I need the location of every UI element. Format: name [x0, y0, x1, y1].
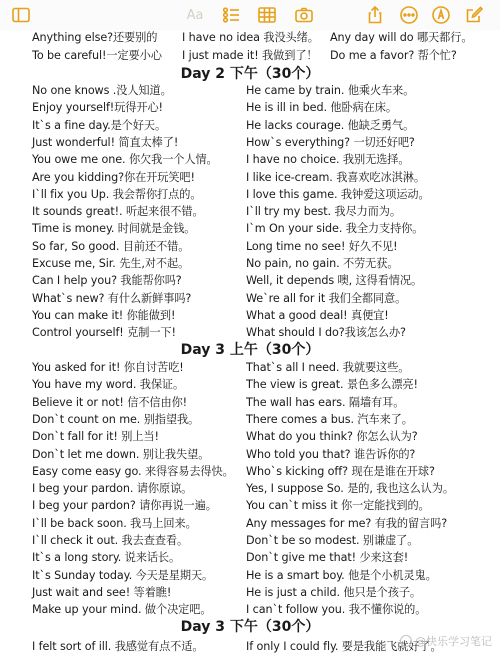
phrase-line: I`m On your side. 我全力支持你。: [246, 222, 424, 236]
phrase-line: It`s Sunday today. 今天是星期天。: [32, 568, 214, 582]
phrase-line: Excuse me, Sir. 先生,对不起。: [32, 257, 190, 270]
watermark: [400, 633, 492, 649]
checklist-icon[interactable]: [220, 5, 242, 25]
phrase-line: What a good deal! 真便宜!: [246, 308, 389, 322]
phrase-line: Can I help you? 我能帮你吗?: [32, 274, 182, 288]
phrase-line: Make up your mind. 做个决定吧。: [32, 603, 212, 617]
compose-icon[interactable]: [463, 5, 485, 25]
section-heading: Day 3 上午（30个）: [180, 342, 320, 358]
section-heading: Day 2 下午（30个）: [180, 66, 320, 82]
phrase-line: Just wonderful! 简直太棒了!: [32, 135, 179, 149]
phrase-line: Yes, I suppose So. 是的, 我也这么认为。: [246, 482, 454, 496]
phrase-line: Long time no see! 好久不见!: [246, 239, 398, 253]
phrase-line: He is ill in bed. 他卧病在床。: [246, 101, 397, 115]
phrase-line: Anything else?还要别的: [32, 31, 158, 44]
phrase-line: You can`t miss it 你一定能找到的。: [246, 499, 430, 513]
phrase-line: Well, it depends 噢, 这得看情况。: [246, 274, 423, 288]
watermark-text: @快乐学习笔记: [415, 635, 492, 648]
phrase-line: Who`s kicking off? 现在是谁在开球?: [246, 464, 435, 478]
phrase-line: Believe it or not! 信不信由你!: [32, 395, 188, 409]
phrase-line: It`s a fine day.是个好天。: [32, 118, 167, 132]
ellipsis-icon[interactable]: [398, 5, 420, 25]
phrase-line: How`s everything? 一切还好吧?: [246, 135, 415, 149]
format-text-icon[interactable]: Aa: [186, 7, 204, 23]
phrase-line: I`ll be back soon. 我马上回来。: [32, 516, 197, 530]
phrase-line: So far, So good. 目前还不错。: [32, 239, 190, 253]
watermark-logo-icon: [400, 635, 412, 647]
share-icon[interactable]: [364, 5, 386, 25]
phrase-line: I love this game. 我钟爱这项运动。: [246, 187, 430, 201]
phrase-line: To be careful!一定要小心: [32, 49, 162, 62]
phrase-line: I have no choice. 我别无选择。: [246, 153, 410, 167]
phrase-line: It`s a long story. 说来话长。: [32, 551, 181, 565]
phrase-line: He is a smart boy. 他是个小机灵鬼。: [246, 568, 437, 582]
phrase-line: Time is money. 时间就是金钱。: [32, 222, 196, 236]
phrase-line: Just wait and see! 等着瞧!: [32, 585, 172, 599]
phrase-line: I`ll check it out. 我去查查看。: [32, 534, 189, 547]
phrase-line: Don`t be so modest. 别谦虚了。: [246, 534, 419, 547]
phrase-line: What do you think? 你怎么认为?: [246, 430, 418, 444]
phrase-line: No pain, no gain. 不劳无获。: [246, 257, 399, 270]
phrase-line: Enjoy yourself!玩得开心!: [32, 101, 163, 115]
phrase-line: I`ll fix you Up. 我会帮你打点的。: [32, 187, 202, 201]
phrase-line: Any messages for me? 有我的留言吗?: [246, 516, 448, 530]
phrase-line: The wall has ears. 隔墙有耳。: [246, 395, 405, 409]
camera-icon[interactable]: [293, 5, 315, 25]
phrase-line: I just made it! 我做到了！: [182, 49, 318, 62]
phrase-line: That`s all I need. 我就要这些。: [246, 361, 410, 374]
phrase-line: He is just a child. 他只是个孩子。: [246, 585, 422, 599]
phrase-line: There comes a bus. 汽车来了。: [246, 412, 413, 426]
phrase-line: You have my word. 我保证。: [32, 378, 185, 392]
phrase-line: Don`t let me down. 别让我失望。: [32, 447, 210, 461]
phrase-line: I can`t follow you. 我不懂你说的。: [246, 603, 427, 617]
phrase-line: I beg your pardon? 请你再说一遍。: [32, 499, 217, 513]
phrase-line: What should I do?我该怎么办?: [246, 326, 406, 340]
phrase-line: You asked for it! 你自讨苦吃!: [32, 361, 184, 374]
phrase-line: Control yourself! 克制一下!: [32, 326, 176, 340]
phrase-line: Easy come easy go. 来得容易去得快。: [32, 464, 234, 478]
phrase-line: I like ice-cream. 我喜欢吃冰淇淋。: [246, 170, 425, 184]
phrase-line: We`re all for it 我们全都同意。: [246, 291, 407, 305]
phrase-line: I have no idea 我没头绪。: [182, 31, 319, 44]
phrase-line: I felt sort of ill. 我感觉有点不适。: [32, 640, 204, 653]
markup-pen-icon[interactable]: [430, 5, 452, 25]
phrase-line: Any day will do 哪天都行。: [330, 31, 473, 44]
phrase-line: Don`t fall for it! 别上当!: [32, 430, 159, 444]
phrase-line: If only I could fly. 要是我能飞就好了。: [246, 640, 442, 653]
phrase-line: Don`t count on me. 别指望我。: [32, 412, 200, 426]
phrase-line: Who told you that? 谁告诉你的?: [246, 447, 416, 461]
phrase-line: You owe me one. 你欠我一个人情。: [32, 153, 218, 167]
section-heading: Day 3 下午（30个）: [180, 619, 320, 635]
phrase-line: It sounds great!. 听起来很不错。: [32, 205, 204, 219]
phrase-line: He lacks courage. 他缺乏勇气。: [246, 118, 415, 132]
phrase-line: No one knows .没人知道。: [32, 84, 172, 97]
phrase-line: Are you kidding?你在开玩笑吧!: [32, 170, 195, 184]
phrase-line: I`ll try my best. 我尽力而为。: [246, 205, 401, 219]
phrase-line: Do me a favor? 帮个忙?: [330, 49, 457, 62]
phrase-line: He came by train. 他乘火车来。: [246, 84, 415, 97]
phrase-line: You can make it! 你能做到!: [32, 308, 176, 322]
notes-toolbar: [0, 0, 500, 30]
phrase-line: What`s new? 有什么新鲜事吗?: [32, 291, 192, 305]
phrase-line: Don`t give me that! 少来这套!: [246, 551, 409, 565]
phrase-line: The view is great. 景色多么漂亮!: [246, 378, 418, 392]
table-icon[interactable]: [256, 5, 278, 25]
sidebar-icon[interactable]: [10, 5, 32, 25]
phrase-line: I beg your pardon. 请你原谅。: [32, 482, 193, 496]
